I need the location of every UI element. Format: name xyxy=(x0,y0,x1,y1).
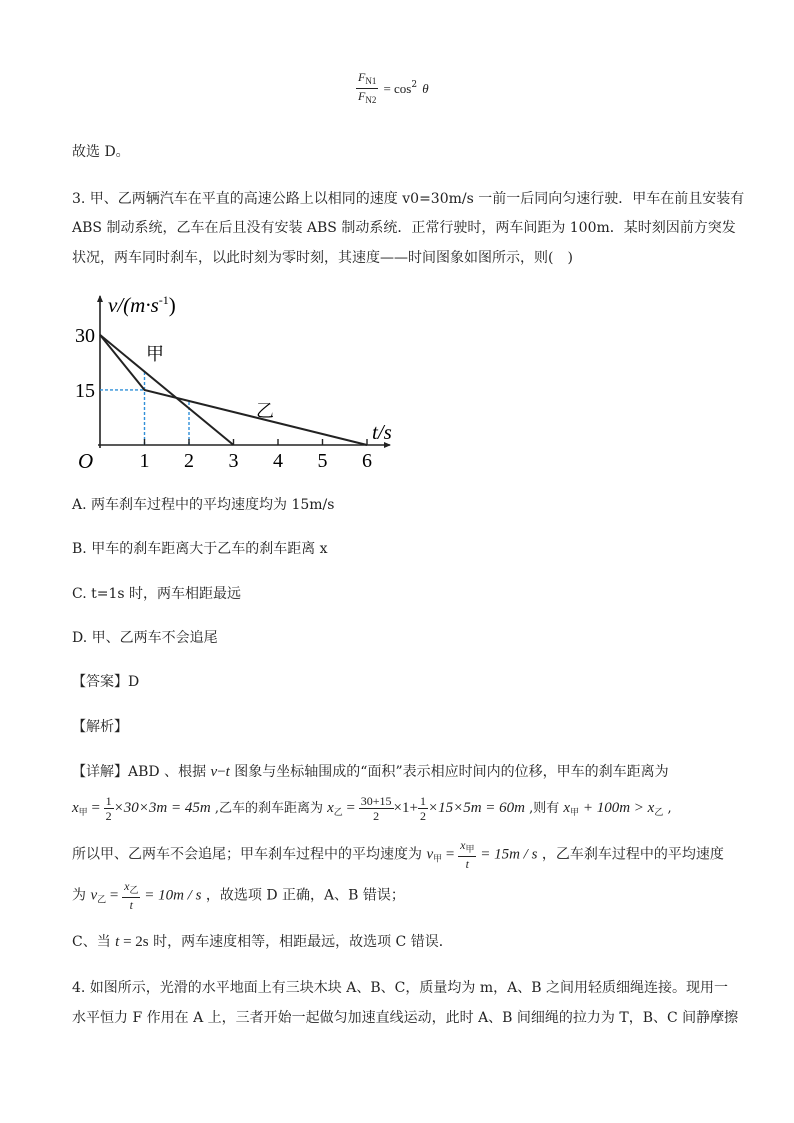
detail-line1: 【详解】ABD 、根据 v−t 图象与坐标轴围成的“面积”表示相应时间内的位移，甲车的刹车距离为 xyxy=(72,764,669,780)
x-tick-label: 4 xyxy=(273,450,283,472)
y-axis-label: $v/(m\cdot s^{-1})$ xyxy=(108,293,176,317)
detail-line4: 为 $v_乙$ = $\frac{x_乙}{t}$ = 10m / s ，故选项 D 正确，A、B 错误； xyxy=(72,879,405,912)
option-d: D. 甲、乙两车不会追尾 xyxy=(72,630,218,646)
detail-line3: 所以甲、乙两车不会追尾；甲车刹车过程中的平均速度为 $v_甲$ = $\frac{x_甲}{t}$ = 15m / s ，乙车刹车过程中的平均速度 xyxy=(72,838,724,871)
detail-line2: $x_甲$ = $\frac{1}{2}$ ×30×3m = 45m ,乙车的刹车距离为 $x_乙$ = $\frac{30+15}{2}$ ×1+ $\frac{1}{2}$ ×15×5m = 60m ,则有 $x_甲 + 100m > x_乙$ , xyxy=(72,794,672,823)
q2-conclusion: 故选 D。 xyxy=(72,144,130,160)
q3-line3: 状况，两车同时刹车，以此时刻为零时刻，其速度——时间图象如图所示，则( ) xyxy=(72,250,573,266)
series-label-jia: 甲 xyxy=(146,344,164,364)
q3-line2: ABS 制动系统，乙车在后且没有安装 ABS 制动系统．正常行驶时，两车间距为 100m．某时刻因前方突发 xyxy=(72,220,736,236)
detail-tag: 【详解】 xyxy=(72,764,128,780)
analysis-tag: 【解析】 xyxy=(72,719,128,735)
answer-line xyxy=(72,672,139,692)
x-tick-label: 1 xyxy=(139,450,150,472)
answer-tag: 【答案】 xyxy=(72,674,128,690)
series-label-yi: 乙 xyxy=(256,401,274,421)
y-tick-label: 15 xyxy=(75,379,95,402)
option-b: B. 甲车的刹车距离大于乙车的刹车距离 x xyxy=(72,541,328,557)
option-c: C. t=1s 时，两车相距最远 xyxy=(72,586,242,602)
part-c-line: C、当 t = 2s 时，两车速度相等，相距最远，故选项 C 错误． xyxy=(72,934,453,950)
origin-label: O xyxy=(78,449,94,473)
fraction: $\frac{F_{N1}}{F_{N2}}$ xyxy=(358,70,377,105)
q4-line2: 水平恒力 F 作用在 A 上，三者开始一起做匀加速直线运动，此时 A、B 间细绳的拉力为 T，B、C 间静摩擦 xyxy=(72,1010,739,1026)
x-axis-label: t/s xyxy=(372,420,392,444)
option-a: A. 两车刹车过程中的平均速度均为 15m/s xyxy=(72,497,335,513)
x-tick-label: 2 xyxy=(184,450,194,472)
answer-value: D xyxy=(128,674,140,690)
q4-line1: 4. 如图所示，光滑的水平地面上有三块木块 A、B、C，质量均为 m，A、B 之间用轻质细绳连接。现用一 xyxy=(72,980,728,996)
x-tick-label: 5 xyxy=(317,450,328,472)
vt-chart xyxy=(60,282,410,482)
x-tick-label: 3 xyxy=(228,450,239,472)
q3-line1: 3. 甲、乙两辆汽车在平直的高速公路上以相同的速度 v0=30m/s 一前一后同向匀速行驶．甲车在前且安装有 xyxy=(72,191,745,207)
x-tick-label: 6 xyxy=(362,450,372,472)
formula-ratio: $\frac{F_{N1}}{F_{N2}}$ = $\cos^2 \theta$ xyxy=(358,70,429,105)
y-tick-label: 30 xyxy=(75,324,95,347)
